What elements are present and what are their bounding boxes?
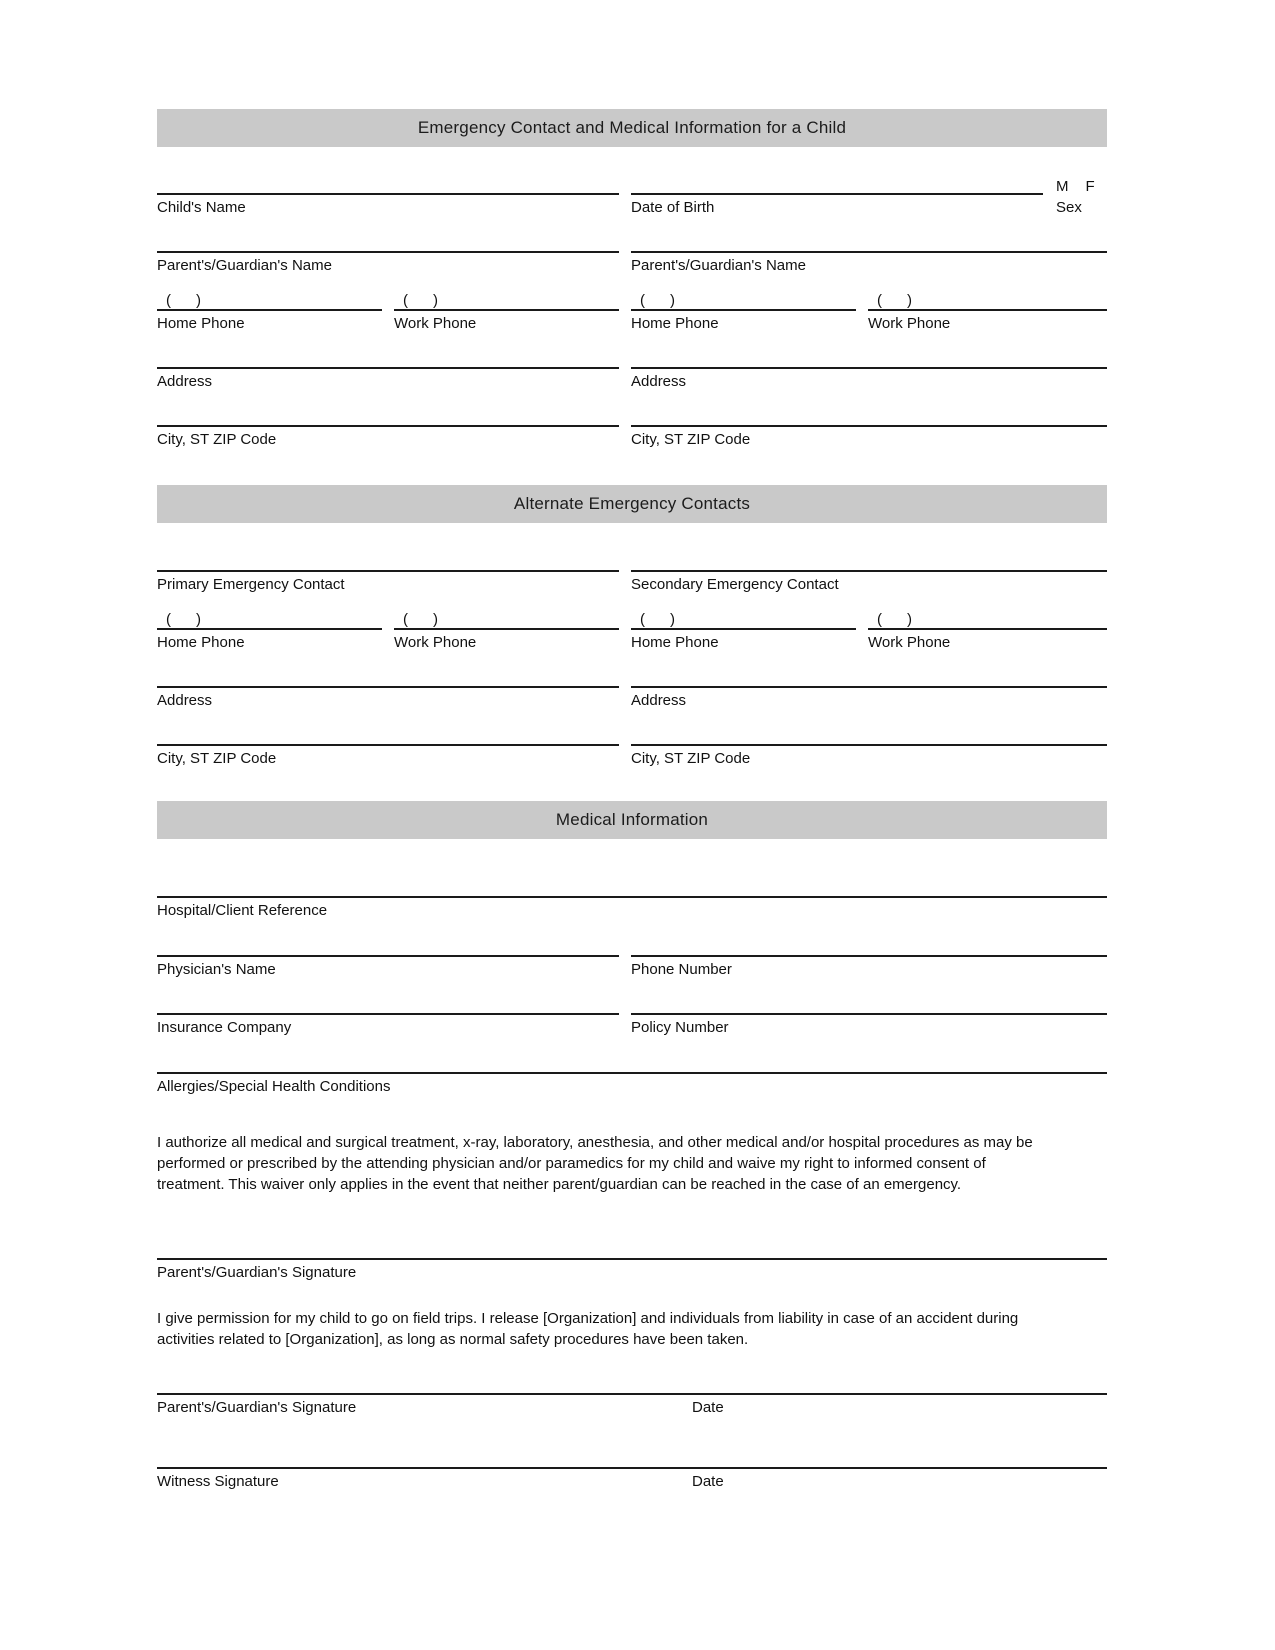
secondary-contact-field[interactable] (631, 536, 1107, 572)
sex-option-male[interactable]: M (1056, 178, 1069, 195)
insurance-company-label: Insurance Company (157, 1019, 292, 1036)
parent1-city-field[interactable] (157, 391, 619, 427)
area-code-hint: ( ) (640, 611, 675, 628)
secondary-address-label: Address (631, 692, 687, 709)
guardian-signature-field[interactable] (157, 1224, 1107, 1260)
secondary-city-field[interactable] (631, 710, 1107, 746)
secondary-home-phone-field[interactable] (631, 594, 856, 630)
guardian-signature-label: Parent's/Guardian's Signature (157, 1264, 357, 1281)
parent1-name-label: Parent's/Guardian's Name (157, 257, 332, 274)
secondary-contact-label: Secondary Emergency Contact (631, 576, 839, 593)
sex-label: Sex (1056, 199, 1082, 216)
secondary-work-phone-label: Work Phone (868, 634, 951, 651)
date-of-birth-field[interactable] (631, 159, 1043, 195)
parent1-address-label: Address (157, 373, 213, 390)
form-title: Emergency Contact and Medical Information for a Child (417, 118, 847, 137)
date-of-birth-label: Date of Birth (631, 199, 715, 216)
primary-contact-label: Primary Emergency Contact (157, 576, 345, 593)
witness-date-label: Date (692, 1473, 724, 1490)
physician-phone-field[interactable] (631, 921, 1107, 957)
physician-name-field[interactable] (157, 921, 619, 957)
allergies-label: Allergies/Special Health Conditions (157, 1078, 391, 1095)
primary-work-phone-field[interactable] (394, 594, 619, 630)
parent2-city-label: City, ST ZIP Code (631, 431, 751, 448)
parent2-city-field[interactable] (631, 391, 1107, 427)
parent1-home-phone-label: Home Phone (157, 315, 245, 332)
field-trip-text: I give permission for my child to go on field trips. I release [Organization] and individuals from liability in case of an accident during activities related to [Organization], as long as normal safety procedures have been taken. (157, 1310, 1019, 1348)
secondary-work-phone-field[interactable] (868, 594, 1107, 630)
parent2-address-field[interactable] (631, 333, 1107, 369)
area-code-hint: ( ) (403, 292, 438, 309)
alternate-contacts-bar (157, 485, 1107, 523)
parent2-home-phone-label: Home Phone (631, 315, 719, 332)
physician-phone-label: Phone Number (631, 961, 732, 978)
parent2-name-field[interactable] (631, 217, 1107, 253)
authorization-text: I authorize all medical and surgical treatment, x-ray, laboratory, anesthesia, and other medical and/or hospital procedures as may be performed or prescribed by the attending physician and/or paramedics for my child and waive my right to informed consent of treatment. This waiver only applies in the event that neither parent/guardian can be reached in the case of an emergency. (157, 1134, 1033, 1193)
guardian-signature2-field[interactable] (157, 1359, 1107, 1395)
physician-name-label: Physician's Name (157, 961, 276, 978)
primary-home-phone-label: Home Phone (157, 634, 245, 651)
area-code-hint: ( ) (877, 611, 912, 628)
area-code-hint: ( ) (166, 611, 201, 628)
parent1-address-field[interactable] (157, 333, 619, 369)
child-name-label: Child's Name (157, 199, 246, 216)
witness-signature-field[interactable] (157, 1433, 1107, 1469)
medical-info-bar (157, 801, 1107, 839)
secondary-address-field[interactable] (631, 652, 1107, 688)
primary-city-field[interactable] (157, 710, 619, 746)
secondary-home-phone-label: Home Phone (631, 634, 719, 651)
area-code-hint: ( ) (640, 292, 675, 309)
primary-home-phone-field[interactable] (157, 594, 382, 630)
area-code-hint: ( ) (403, 611, 438, 628)
parent2-name-label: Parent's/Guardian's Name (631, 257, 806, 274)
witness-signature-label: Witness Signature (157, 1473, 279, 1490)
parent2-work-phone-label: Work Phone (868, 315, 951, 332)
parent1-city-label: City, ST ZIP Code (157, 431, 277, 448)
signature2-date-label: Date (692, 1399, 724, 1416)
insurance-company-field[interactable] (157, 979, 619, 1015)
primary-work-phone-label: Work Phone (394, 634, 477, 651)
hospital-reference-label: Hospital/Client Reference (157, 902, 328, 919)
parent1-home-phone-field[interactable] (157, 275, 382, 311)
secondary-city-label: City, ST ZIP Code (631, 750, 751, 767)
form-title-bar (157, 109, 1107, 147)
medical-info-title: Medical Information (555, 810, 709, 829)
policy-number-label: Policy Number (631, 1019, 729, 1036)
child-name-field[interactable] (157, 159, 619, 195)
policy-number-field[interactable] (631, 979, 1107, 1015)
allergies-field[interactable] (157, 1038, 1107, 1074)
primary-city-label: City, ST ZIP Code (157, 750, 277, 767)
primary-address-field[interactable] (157, 652, 619, 688)
parent2-work-phone-field[interactable] (868, 275, 1107, 311)
parent1-work-phone-field[interactable] (394, 275, 619, 311)
parent1-work-phone-label: Work Phone (394, 315, 477, 332)
alternate-contacts-title: Alternate Emergency Contacts (513, 494, 751, 513)
parent2-home-phone-field[interactable] (631, 275, 856, 311)
parent2-address-label: Address (631, 373, 687, 390)
sex-option-female[interactable]: F (1085, 178, 1095, 195)
hospital-reference-field[interactable] (157, 862, 1107, 898)
area-code-hint: ( ) (166, 292, 201, 309)
primary-contact-field[interactable] (157, 536, 619, 572)
parent1-name-field[interactable] (157, 217, 619, 253)
guardian-signature2-label: Parent's/Guardian's Signature (157, 1399, 357, 1416)
primary-address-label: Address (157, 692, 213, 709)
area-code-hint: ( ) (877, 292, 912, 309)
